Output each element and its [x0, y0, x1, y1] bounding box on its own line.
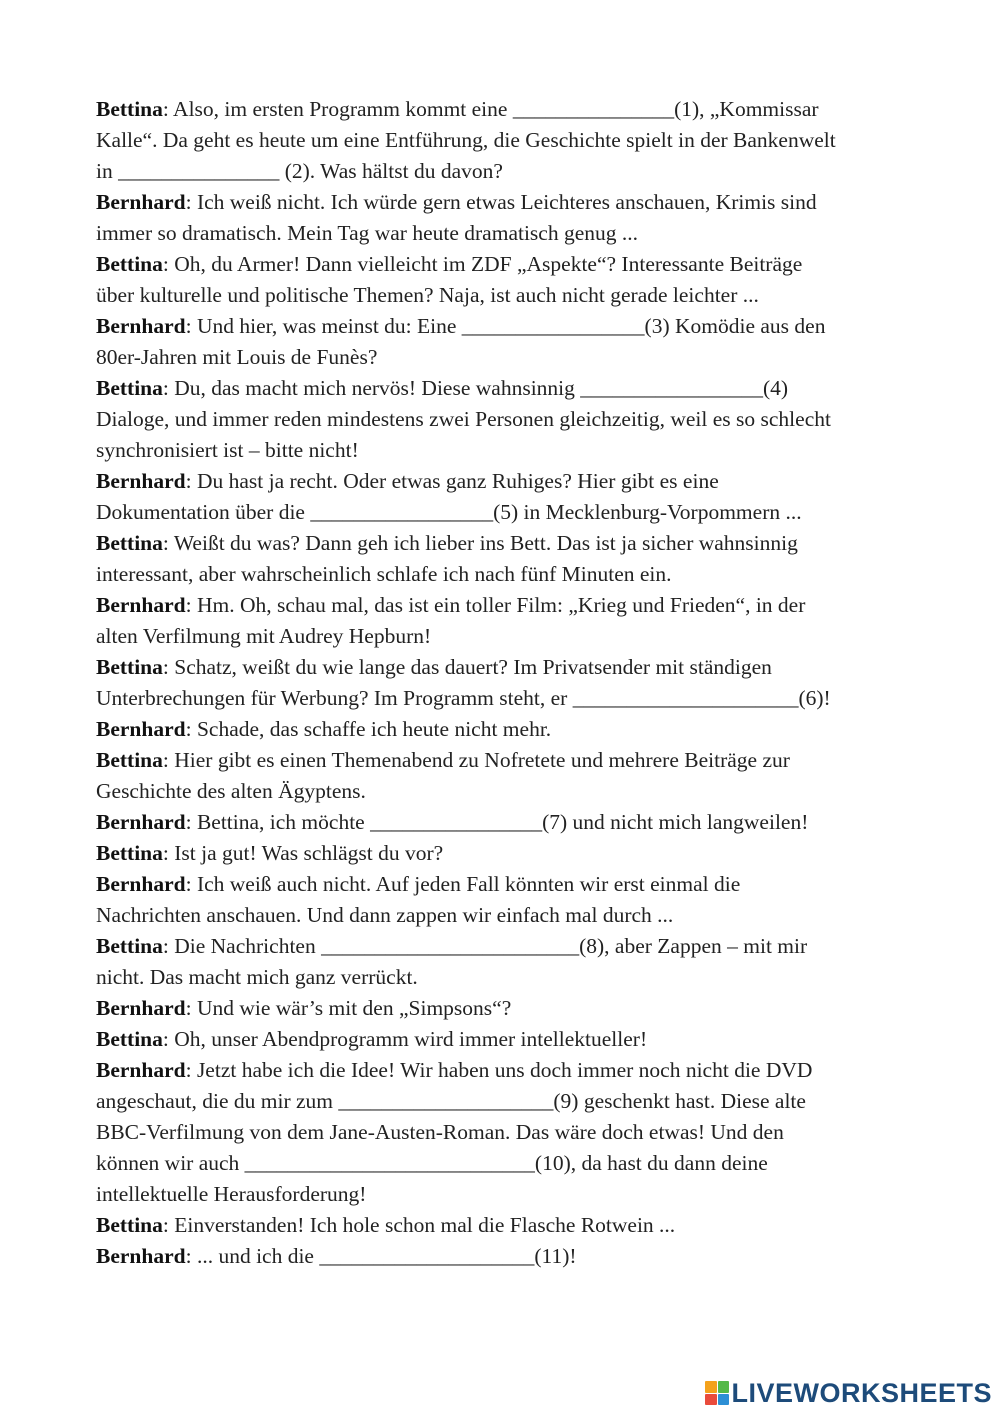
speaker-name: Bernhard: [96, 996, 186, 1020]
speaker-name: Bettina: [96, 1213, 163, 1237]
line-text: : Einverstanden! Ich hole schon mal die Flasche Rotwein ...: [162, 1213, 676, 1237]
dialogue-line: [96, 528, 916, 559]
dialogue-line: [96, 125, 916, 156]
dialogue-line: [96, 1055, 916, 1086]
dialogue-line: [96, 1117, 916, 1148]
line-text: synchronisiert ist – bitte nicht!: [96, 438, 359, 462]
logo-cell-4: [718, 1394, 730, 1406]
dialogue-line: [96, 187, 916, 218]
dialogue-line: [96, 497, 916, 528]
line-text: BBC-Verfilmung von dem Jane-Austen-Roman. Das wäre doch etwas! Und den: [96, 1120, 784, 1144]
line-text: : Bettina, ich möchte ________________(7) und nicht mich langweilen!: [185, 810, 809, 834]
line-text: : Oh, unser Abendprogramm wird immer intellektueller!: [162, 1027, 648, 1051]
line-text: : Weißt du was? Dann geh ich lieber ins Bett. Das ist ja sicher wahnsinnig: [162, 531, 798, 555]
line-text: angeschaut, die du mir zum ____________________(9) geschenkt hast. Diese alte: [96, 1089, 806, 1113]
dialogue-line: [96, 714, 916, 745]
dialogue-line: [96, 900, 916, 931]
line-text: können wir auch ___________________________(10), da hast du dann deine: [96, 1151, 768, 1175]
line-text: 80er-Jahren mit Louis de Funès?: [96, 345, 378, 369]
line-text: : Also, im ersten Programm kommt eine _______________(1), „Kommissar: [162, 97, 819, 121]
line-text: Kalle“. Da geht es heute um eine Entführung, die Geschichte spielt in der Bankenwelt: [96, 128, 836, 152]
line-text: immer so dramatisch. Mein Tag war heute dramatisch genug ...: [96, 221, 639, 245]
line-text: alten Verfilmung mit Audrey Hepburn!: [96, 624, 432, 648]
liveworksheets-brand: [705, 1377, 992, 1409]
worksheet-dialogue: [96, 94, 916, 1272]
line-text: Nachrichten anschauen. Und dann zappen wir einfach mal durch ...: [96, 903, 674, 927]
speaker-name: Bettina: [96, 841, 163, 865]
dialogue-line: [96, 1179, 916, 1210]
line-text: über kulturelle und politische Themen? Naja, ist auch nicht gerade leichter ...: [96, 283, 759, 307]
logo-cell-2: [718, 1381, 730, 1393]
dialogue-line: [96, 559, 916, 590]
speaker-name: Bernhard: [96, 314, 186, 338]
line-text: : Jetzt habe ich die Idee! Wir haben uns doch immer noch nicht die DVD: [185, 1058, 813, 1082]
speaker-name: Bettina: [96, 655, 163, 679]
dialogue-line: [96, 1210, 916, 1241]
line-text: : Ich weiß nicht. Ich würde gern etwas Leichteres anschauen, Krimis sind: [185, 190, 817, 214]
dialogue-line: [96, 466, 916, 497]
dialogue-line: [96, 993, 916, 1024]
line-text: : Hm. Oh, schau mal, das ist ein toller Film: „Krieg und Frieden“, in der: [185, 593, 806, 617]
line-text: : Ich weiß auch nicht. Auf jeden Fall könnten wir erst einmal die: [185, 872, 741, 896]
dialogue-line: [96, 404, 916, 435]
speaker-name: Bettina: [96, 376, 163, 400]
speaker-name: Bettina: [96, 1027, 163, 1051]
speaker-name: Bernhard: [96, 717, 186, 741]
speaker-name: Bettina: [96, 97, 163, 121]
speaker-name: Bernhard: [96, 872, 186, 896]
dialogue-line: [96, 1241, 916, 1272]
line-text: Geschichte des alten Ägyptens.: [96, 779, 366, 803]
line-text: Dialoge, und immer reden mindestens zwei Personen gleichzeitig, weil es so schlecht: [96, 407, 831, 431]
speaker-name: Bernhard: [96, 469, 186, 493]
dialogue-line: [96, 962, 916, 993]
line-text: nicht. Das macht mich ganz verrückt.: [96, 965, 418, 989]
dialogue-line: [96, 807, 916, 838]
line-text: : Oh, du Armer! Dann vielleicht im ZDF „Aspekte“? Interessante Beiträge: [162, 252, 803, 276]
dialogue-line: [96, 218, 916, 249]
dialogue-line: [96, 435, 916, 466]
line-text: : ... und ich die ____________________(11)!: [185, 1244, 577, 1268]
line-text: : Und hier, was meinst du: Eine _________________(3) Komödie aus den: [185, 314, 826, 338]
dialogue-line: [96, 1024, 916, 1055]
speaker-name: Bettina: [96, 531, 163, 555]
dialogue-line: [96, 311, 916, 342]
dialogue-line: [96, 342, 916, 373]
line-text: : Schatz, weißt du wie lange das dauert? Im Privatsender mit ständigen: [162, 655, 772, 679]
dialogue-line: [96, 652, 916, 683]
line-text: Dokumentation über die _________________(5) in Mecklenburg-Vorpommern ...: [96, 500, 802, 524]
speaker-name: Bernhard: [96, 1058, 186, 1082]
dialogue-line: [96, 280, 916, 311]
dialogue-line: [96, 683, 916, 714]
line-text: : Hier gibt es einen Themenabend zu Nofretete und mehrere Beiträge zur: [162, 748, 790, 772]
dialogue-line: [96, 621, 916, 652]
logo-cell-1: [705, 1381, 717, 1393]
logo-cell-3: [705, 1394, 717, 1406]
dialogue-line: [96, 1148, 916, 1179]
line-text: : Schade, das schaffe ich heute nicht mehr.: [185, 717, 552, 741]
dialogue-line: [96, 373, 916, 404]
line-text: : Und wie wär’s mit den „Simpsons“?: [185, 996, 512, 1020]
line-text: : Ist ja gut! Was schlägst du vor?: [162, 841, 444, 865]
line-text: in _______________ (2). Was hältst du davon?: [96, 159, 503, 183]
dialogue-line: [96, 94, 916, 125]
speaker-name: Bernhard: [96, 810, 186, 834]
speaker-name: Bettina: [96, 934, 163, 958]
line-text: intellektuelle Herausforderung!: [96, 1182, 367, 1206]
dialogue-line: [96, 776, 916, 807]
dialogue-line: [96, 931, 916, 962]
line-text: interessant, aber wahrscheinlich schlafe ich nach fünf Minuten ein.: [96, 562, 672, 586]
line-text: : Die Nachrichten ________________________(8), aber Zappen – mit mir: [162, 934, 808, 958]
speaker-name: Bernhard: [96, 1244, 186, 1268]
dialogue-line: [96, 249, 916, 280]
speaker-name: Bettina: [96, 252, 163, 276]
brand-name: LIVEWORKSHEETS: [731, 1377, 992, 1408]
line-text: Unterbrechungen für Werbung? Im Programm steht, er _____________________(6)!: [96, 686, 831, 710]
speaker-name: Bettina: [96, 748, 163, 772]
dialogue-line: [96, 745, 916, 776]
dialogue-line: [96, 156, 916, 187]
line-text: : Du, das macht mich nervös! Diese wahnsinnig _________________(4): [162, 376, 789, 400]
dialogue-line: [96, 869, 916, 900]
dialogue-line: [96, 590, 916, 621]
dialogue-line: [96, 838, 916, 869]
liveworksheets-logo-icon: [705, 1381, 729, 1405]
dialogue-line: [96, 1086, 916, 1117]
line-text: : Du hast ja recht. Oder etwas ganz Ruhiges? Hier gibt es eine: [185, 469, 719, 493]
speaker-name: Bernhard: [96, 593, 186, 617]
speaker-name: Bernhard: [96, 190, 186, 214]
